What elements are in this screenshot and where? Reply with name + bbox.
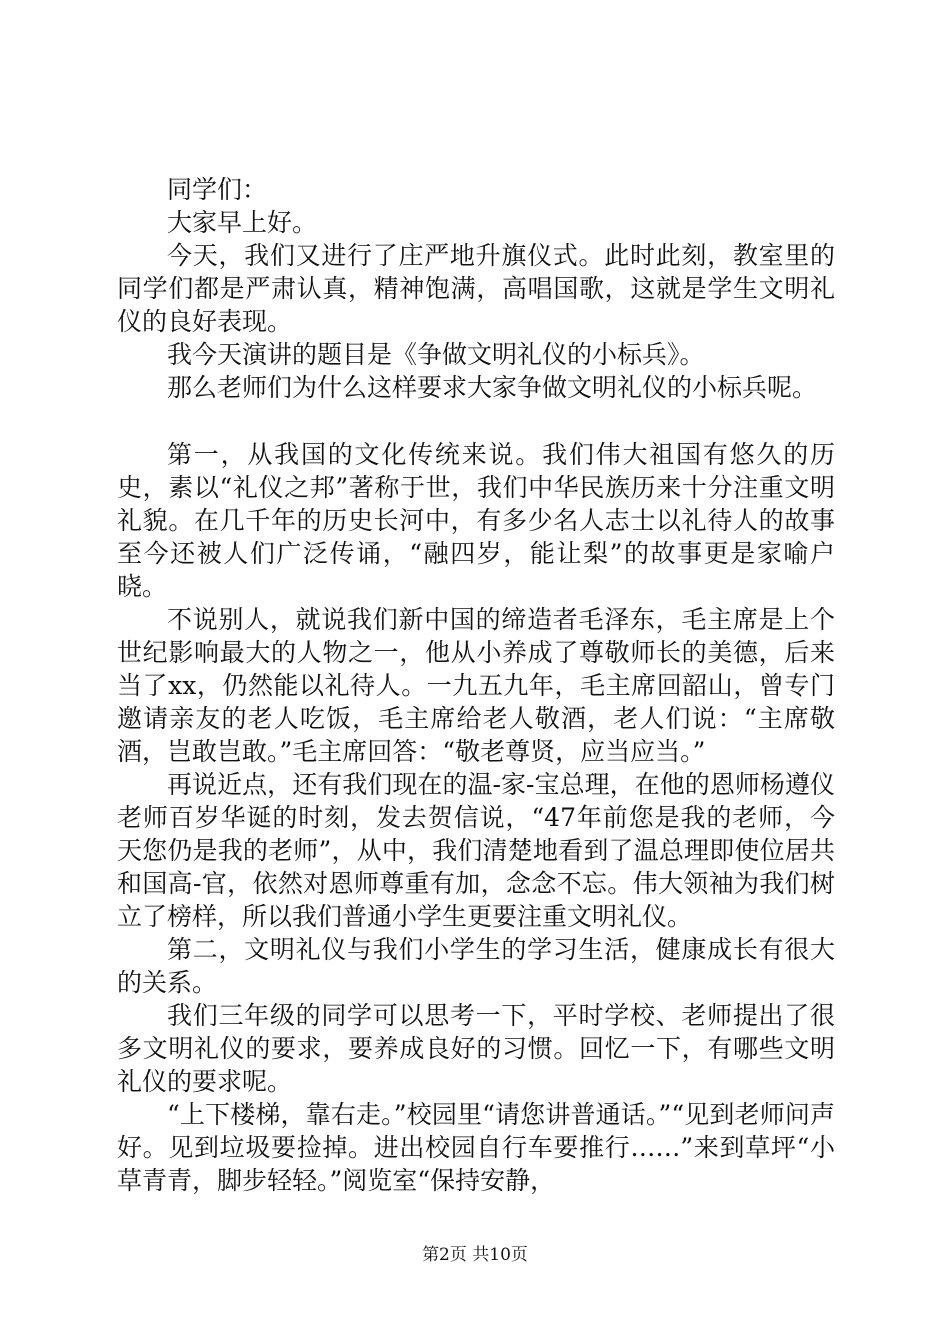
paragraph-point-two: 第二，文明礼仪与我们小学生的学习生活，健康成长有很大的关系。 [117, 935, 835, 997]
paragraph-good-morning: 大家早上好。 [167, 208, 318, 237]
page-footer: 第2页 共10页 [422, 1245, 528, 1265]
paragraph-flag-ceremony: 今天，我们又进行了庄严地升旗仪式。此时此刻，教室里的同学们都是严肃认真，精神饱满，高唱国歌，这就是学生文明礼仪的良好表现。 [117, 241, 835, 336]
document-body [117, 173, 835, 1197]
paragraph-think: 我们三年级的同学可以思考一下，平时学校、老师提出了很多文明礼仪的要求，要养成良好的习惯。回忆一下，有哪些文明礼仪的要求呢。 [117, 1001, 835, 1096]
paragraph-mao-example: 不说别人，就说我们新中国的缔造者毛泽东，毛主席是上个世纪影响最大的人物之一，他从小养成了尊敬师长的美德，后来当了xx，仍然能以礼待人。一九五九年，毛主席回韶山，曾专门邀请亲友的老人吃饭，毛主席给老人敬酒，老人们说：“主席敬酒，岂敢岂敢。”毛主席回答：“敬老尊贤，应当应当。” [117, 605, 835, 766]
paragraph-speech-title: 我今天演讲的题目是《争做文明礼仪的小标兵》。 [167, 340, 705, 369]
paragraph-wen-example: 再说近点，还有我们现在的温-家-宝总理，在他的恩师杨遵仪老师百岁华诞的时刻，发去贺信说，“47年前您是我的老师，今天您仍是我的老师”，从中，我们清楚地看到了温总理即使位居共和国高-官，依然对恩师尊重有加，念念不忘。伟大领袖为我们树立了榜样，所以我们普通小学生更要注重文明礼仪。 [117, 770, 835, 931]
paragraph-question: 那么老师们为什么这样要求大家争做文明礼仪的小标兵呢。 [167, 373, 818, 402]
paragraph-rules: “上下楼梯，靠右走。”校园里“请您讲普通话。”“见到老师问声好。见到垃圾要捡掉。进出校园自行车要推行……”来到草坪“小草青青，脚步轻轻。”阅览室“保持安静， [117, 1100, 835, 1195]
paragraph-greeting: 同学们： [167, 175, 268, 204]
paragraph-point-one: 第一，从我国的文化传统来说。我们伟大祖国有悠久的历史，素以“礼仪之邦”著称于世，我们中华民族历来十分注重文明礼貌。在几千年的历史长河中，有多少名人志士以礼待人的故事至今还被人们广泛传诵，“融四岁，能让梨”的故事更是家喻户晓。 [117, 440, 835, 601]
